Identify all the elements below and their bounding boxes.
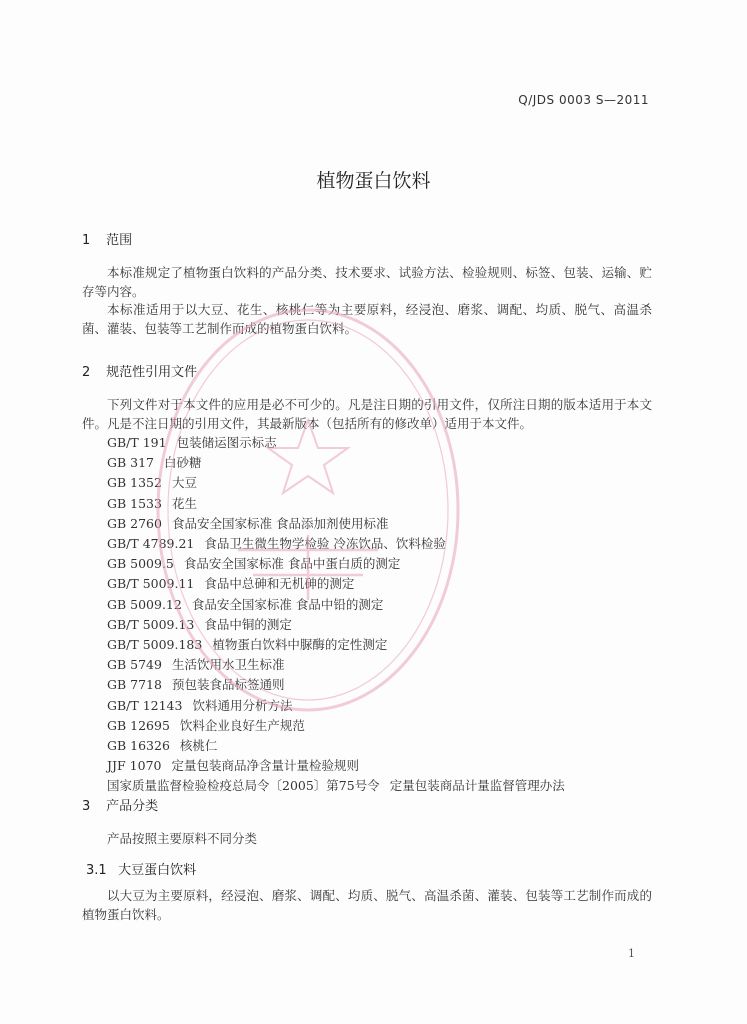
document-title: 植物蛋白饮料 — [316, 170, 431, 192]
reference-item — [107, 675, 565, 695]
reference-item — [107, 534, 565, 554]
reference-title: 食品安全国家标准 食品中铅的测定 — [191, 596, 384, 612]
reference-title: 定量包装商品净含量计量检验规则 — [171, 758, 359, 774]
reference-item — [107, 554, 565, 574]
reference-code: GB/T 4789.21 — [107, 536, 195, 552]
reference-code: 国家质量监督检验检疫总局令〔2005〕第75号令 — [107, 778, 380, 794]
page-number: 1 — [628, 947, 635, 960]
section-number: 3 — [82, 799, 91, 814]
reference-code: GB 317 — [107, 455, 155, 471]
section-3-heading — [82, 795, 158, 814]
scope-paragraph-2: 本标准适用于以大豆、花生、核桃仁等为主要原料，经浸泡、磨浆、调配、均质、脱气、高温杀菌、灌装、包装等工艺制作而成的植物蛋白饮料。 — [82, 302, 652, 336]
section-1-heading — [82, 229, 132, 248]
reference-code: GB 7718 — [107, 677, 162, 693]
reference-code: GB 12695 — [107, 717, 170, 733]
reference-code: GB/T 5009.11 — [107, 576, 195, 592]
reference-title: 食品安全国家标准 食品添加剂使用标准 — [171, 515, 389, 531]
section-title: 规范性引用文件 — [106, 365, 198, 380]
reference-title: 包装储运图示标志 — [176, 435, 277, 450]
reference-title: 生活饮用水卫生标准 — [171, 657, 285, 673]
reference-code: GB/T 5009.183 — [107, 637, 203, 653]
reference-title: 定量包装商品计量监督管理办法 — [389, 778, 565, 794]
reference-item — [107, 514, 565, 534]
soy-protein-drink-description: 以大豆为主要原料，经浸泡、磨浆、调配、均质、脱气、高温杀菌、灌装、包装等工艺制作而成的植物蛋白饮料。 — [82, 888, 652, 922]
section-title: 大豆蛋白饮料 — [118, 863, 197, 878]
reference-title: 食品中铜的测定 — [204, 616, 292, 632]
section-title: 产品分类 — [106, 799, 159, 814]
reference-code: JJF 1070 — [107, 758, 162, 774]
reference-title: 花生 — [171, 495, 197, 511]
reference-item — [107, 433, 565, 453]
reference-item — [107, 635, 565, 655]
reference-title: 饮料企业良好生产规范 — [179, 717, 305, 733]
reference-item — [107, 615, 565, 635]
section-2-heading — [82, 361, 197, 380]
reference-title: 预包装食品标签通则 — [171, 677, 285, 693]
reference-list — [107, 433, 565, 797]
reference-item — [107, 574, 565, 594]
section-title: 范围 — [106, 233, 133, 248]
reference-code: GB 5749 — [107, 657, 162, 673]
reference-code: GB/T 191 — [107, 435, 167, 450]
reference-item — [107, 776, 565, 796]
reference-item — [107, 453, 565, 473]
classification-intro: 产品按照主要原料不同分类 — [107, 831, 258, 846]
reference-code: GB 5009.5 — [107, 556, 174, 572]
reference-code: GB 5009.12 — [107, 596, 182, 612]
reference-title: 食品中总砷和无机砷的测定 — [204, 576, 355, 592]
section-number: 2 — [82, 365, 91, 380]
reference-code: GB 1533 — [107, 495, 162, 511]
section-3-1-heading — [86, 859, 196, 878]
reference-item — [107, 655, 565, 675]
reference-item — [107, 716, 565, 736]
reference-item — [107, 696, 565, 716]
section-number: 3.1 — [86, 863, 107, 878]
reference-title: 大豆 — [171, 475, 197, 491]
reference-item — [107, 756, 565, 776]
reference-title: 饮料通用分析方法 — [192, 697, 293, 713]
reference-code: GB 16326 — [107, 738, 170, 754]
reference-item — [107, 595, 565, 615]
reference-code: GB 1352 — [107, 475, 162, 491]
standard-code: Q/JDS 0003 S—2011 — [518, 93, 649, 107]
reference-code: GB/T 5009.13 — [107, 616, 195, 632]
reference-code: GB 2760 — [107, 515, 162, 531]
reference-title: 植物蛋白饮料中脲酶的定性测定 — [212, 637, 388, 653]
reference-item — [107, 736, 565, 756]
section-number: 1 — [82, 233, 91, 248]
reference-item — [107, 494, 565, 514]
reference-title: 食品安全国家标准 食品中蛋白质的测定 — [183, 556, 401, 572]
reference-title: 食品卫生微生物学检验 冷冻饮品、饮料检验 — [204, 536, 446, 552]
reference-code: GB/T 12143 — [107, 697, 183, 713]
reference-title: 白砂糖 — [164, 455, 202, 471]
normative-refs-intro: 下列文件对于本文件的应用是必不可少的。凡是注日期的引用文件，仅所注日期的版本适用于本文件。凡是不注日期的引用文件，其最新版本（包括所有的修改单）适用于本文件。 — [82, 397, 652, 431]
scope-paragraph-1: 本标准规定了植物蛋白饮料的产品分类、技术要求、试验方法、检验规则、标签、包装、运输、贮存等内容。 — [82, 265, 652, 299]
reference-title: 核桃仁 — [179, 738, 218, 754]
reference-item — [107, 473, 565, 493]
